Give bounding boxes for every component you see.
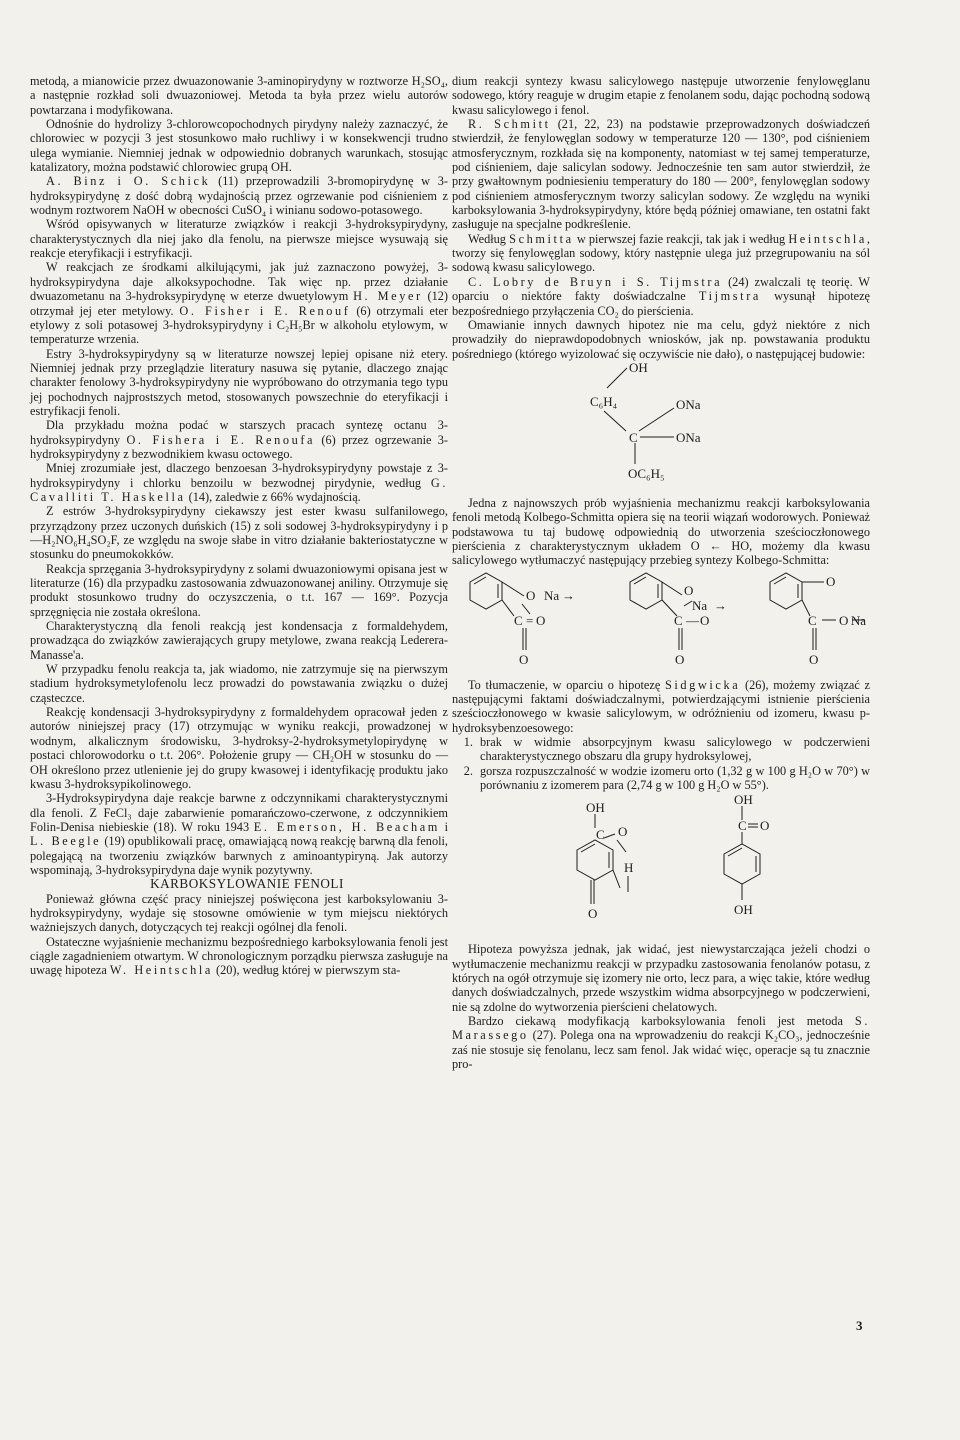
author-names: Sidgwicka <box>664 677 741 692</box>
formula-label: O <box>618 824 628 840</box>
author-names: A. Binz i O. Schick <box>46 174 211 189</box>
paragraph: Reakcja sprzęgania 3-hydroksypirydyny z solami dwuazoniowymi opisana jest w literaturze (16) dla przypadku zastosowania zdwuazonowanej aniliny. Otrzymuje się produkt stosunkowo trudny do oczyszczenia, o t.t. 167 — 169°. Pozycja sprzęgnięcia nie została określona. <box>30 561 448 619</box>
paragraph: dium reakcji syntezy kwasu salicylowego następuje utworzenie fenylowęglanu sodowego, który reaguje w drugim etapie z fenolanem sodu, dając pochodną sodową kwasu salicylowego i fenol. <box>452 74 870 117</box>
author-names: R. Schmitt <box>468 117 551 132</box>
formula-label: OH <box>629 360 648 375</box>
section-heading: KARBOKSYLOWANIE FENOLI <box>150 876 344 892</box>
paragraph: Estry 3-hydroksypirydyny są w literaturze nowszej lepiej opisane niż etery. Niemniej jednak przy przeglądzie literatury nasuwa się pytanie, dlaczego znając charakter fenolowy 3-hydroksypirydyny nie wypróbowano do otrzymania tego typu jej pochodnych najprostszych metod, stosowanych powszechnie do eteryfikacji i estryfikacji fenoli. <box>30 346 448 418</box>
paragraph: Dla przykładu można podać w starszych pracach syntezę octanu 3-hydroksypirydyny O. Fishera i E. Renoufa (6) przez ogrzewanie 3-hydroksypirydyny z bezwodnikiem kwasu octowego. <box>30 418 448 461</box>
formula-label: — <box>686 612 699 628</box>
author-names: H. Meyer <box>353 289 423 304</box>
paragraph: Hipoteza powyższa jednak, jak widać, jest niewystarczająca jeżeli chodzi o wytłumaczenie mechanizmu reakcji w przypadku zastosowania fenolanów potasu, z których na ogół otrzymuje się izomery nie orto, lecz para, a więc takie, które według danych doświadczalnych, przede wszystkim widma absorpcyjnego w podczerwieni, nie są zdolne do wytworzenia pierścieni chelatowych. <box>452 942 870 1014</box>
paragraph: W przypadku fenolu reakcja ta, jak wiadomo, nie zatrzymuje się na pierwszym stadium hydroksymetylofenolu lecz prowadzi do powstawania związku o dużej cząsteczce. <box>30 662 448 705</box>
formula-label: OH <box>734 792 753 808</box>
formula-label: O <box>526 587 536 603</box>
formula-kolbe-schmitt-mechanism <box>452 568 870 678</box>
formula-label: OH <box>586 800 605 816</box>
reaction-arrow: → <box>562 587 575 603</box>
author-names: S. Marassego <box>452 1014 870 1043</box>
formula-label: Na <box>692 597 708 613</box>
paragraph: W reakcjach ze środkami alkilującymi, jak już zaznaczono powyżej, 3-hydroksypirydyna daje alkoksypochodne. Tak więc np. przez działanie dwuazometanu na 3-hydroksypirydynę w eterze dwuetylowym H. Meyer (12) otrzymał jej eter metylowy. O. Fisher i E. Renouf (6) otrzymali eter etylowy z soli potasowej 3-hydroksypirydyny i C₂H₅Br w alkoholu etylowym, w temperaturze wrzenia. <box>30 260 448 347</box>
paragraph: 3-Hydroksypirydyna daje reakcje barwne z odczynnikami charakterystycznymi dla fenoli. Z FeCl₃ daje zabarwienie pomarańczowo-czerwone, z odczynnikiem Folin-Denisa niebieskie (18). W roku 1943 E. Emerson, H. Beacham i L. Beegle (19) opublikowali pracę, omawiającą nową reakcję barwną dla fenoli, polegającą na tworzeniu związków barwnych z aminoantypiryną. Jak autorzy wspominają, 3-hydroksypirydyna daje wynik pozytywny. <box>30 791 448 877</box>
author-names: W. Heintschla <box>109 963 213 978</box>
paragraph: Mniej zrozumiałe jest, dlaczego benzoesan 3-hydroksypirydyny powstaje z 3-hydroksypirydyny i chlorku benzoilu w bezwodnej pirydynie, według G. Cavalliti T. Haskella (14), zaledwie z 66% wydajnością. <box>30 461 448 504</box>
formula-label: C <box>596 827 605 843</box>
formula-label: O <box>588 906 598 922</box>
formula-label: O <box>839 612 849 628</box>
left-column <box>30 74 448 978</box>
list-item: 2. gorsza rozpuszczalność w wodzie izomeru orto (1,32 g w 100 g H₂O w 70°) w porównaniu z izomerem para (2,74 g w 100 g H₂O w 55°). <box>476 764 870 793</box>
author-names: Tijmstra <box>698 289 761 304</box>
paragraph: Ostateczne wyjaśnienie mechanizmu bezpośredniego karboksylowania fenoli jest ciągle zagadnieniem otwartym. W chronologicznym porządku pierwsza zasługuje na uwagę hipoteza W. Heintschla (20), według której w pierwszym sta- <box>30 934 448 978</box>
formula-label: H <box>624 860 634 876</box>
formula-label: Na <box>544 587 560 603</box>
formula-intermediate-product <box>452 361 870 496</box>
paragraph: Reakcję kondensacji 3-hydroksypirydyny z formaldehydem opracował jeden z autorów niniejszej pracy (17) otrzymując w wyniku reakcji, prowadzonej w wodnym, alkalicznym środowisku, 3-hydroksy-2-hydroksymetylopirydynę w postaci chlorowodorku o t.t. 206°. Położenie grupy — CH₂OH w stosunku do — OH określono przez utlenienie jej do grupy kwasowej i identyfikację produktu jako kwasu 3-hydroksypikolinowego. <box>30 705 448 791</box>
formula-label: C₆H₄ <box>590 393 618 409</box>
author-names: O. Fisher i E. Renouf <box>179 303 351 318</box>
formula-label: O <box>684 582 694 598</box>
paragraph: Ponieważ główna część pracy niniejszej poświęcona jest karboksylowaniu 3-hydroksypirydyny, wydaje się stosowne omówienie w tym miejscu niektórych ważniejszych danych, dotyczących tej reakcji ogólnej dla fenoli. <box>30 891 448 935</box>
paragraph: metodą, a mianowicie przez dwuazonowanie 3-aminopirydyny w roztworze H₂SO₄, a następnie rozkład soli dwuazoniowej. Metoda ta była przez wielu autorów powtarzana i modyfikowana. <box>30 74 448 117</box>
formula-label: O <box>700 612 710 628</box>
author-names: E. Emerson, H. Beacham <box>253 819 440 834</box>
formula-label: = <box>526 612 534 628</box>
author-names: G. Cavalliti T. Haskella <box>30 475 448 504</box>
numbered-list <box>452 735 870 792</box>
paragraph: A. Binz i O. Schick (11) przeprowadzili 3-bromopirydynę w 3-hydroksypirydynę z dość dobrą wydajnością przez ogrzewanie pod ciśnieniem z wodnym roztworem NaOH w obecności CuSO₄ i winianu sodowo-potasowego. <box>30 174 448 218</box>
formula-label: ONa <box>676 396 701 412</box>
paragraph: To tłumaczenie, w oparciu o hipotezę Sidgwicka (26), możemy związać z następującymi faktami doświadczalnymi, potwierdzającymi istnienie pierścienia sześcioczłonowego w kwasie salicylowym, w odróżnieniu od izomeru, kwasu p-hydroksybenzoesowego: <box>452 677 870 735</box>
paragraph: Omawianie innych dawnych hipotez nie ma celu, gdyż niektóre z nich prowadziły do nieprawdopodobnych wniosków, jak np. powstawania produktu pośredniego (którego wyizolować się oczywiście nie dało), o następującej budowie: <box>452 317 870 361</box>
paragraph: Charakterystyczną dla fenoli reakcją jest kondensacja z formaldehydem, prowadząca do związków zawierających grupy metylowe, zwana reakcją Lederera-Manasse'a. <box>30 619 448 662</box>
formula-label: C <box>808 612 817 628</box>
reaction-arrow: → <box>714 597 727 613</box>
paragraph: Według Schmitta w pierwszej fazie reakcji, tak jak i według Heintschla, tworzy się fenylowęglan sodowy, który następnie ulega już przegrupowaniu na sól sodową kwasu salicylowego. <box>452 231 870 275</box>
formula-label: O <box>519 651 529 667</box>
formula-label: O <box>826 573 836 589</box>
paragraph: Bardzo ciekawą modyfikacją karboksylowania fenoli jest metoda S. Marassego (27). Polega ona na wprowadzeniu do reakcji K₂CO₃, jednocześnie zaś nie stosuje się fenolanu, lecz sam fenol. Jak widać więc, operacje są tu znacznie pro- <box>452 1014 870 1072</box>
paragraph: Z estrów 3-hydroksypirydyny ciekawszy jest ester kwasu sulfanilowego, przyrządzony przez uczonych duńskich (15) z soli sodowej 3-hydroksypirydyny i p—H₂NO₆H₄SO₂F, ze względu na swoje słabe in vitro działanie bakteriostatyczne w stosunku do pneumokokków. <box>30 504 448 562</box>
author-names: O. Fishera i E. Renoufa <box>126 432 316 447</box>
formula-label: C <box>674 612 683 628</box>
paragraph: Odnośnie do hydrolizy 3-chlorowcopochodnych pirydyny należy zaznaczyć, że chlorowiec w pozycji 3 jest stosunkowo mało ruchliwy i w konsekwencji trudno ulega wymianie. Niemniej jednak w odpowiednio dobranych warunkach, stosując katalizatory, można podstawić chlorowiec grupą OH. <box>30 117 448 175</box>
formula-salicylic-isomers <box>452 792 870 942</box>
author-names: Heintschla <box>788 231 867 246</box>
author-names: Schmitta <box>509 231 574 246</box>
formula-label: C <box>514 612 523 628</box>
right-column <box>452 74 870 1071</box>
formula-label: OH <box>734 902 753 918</box>
paragraph: R. Schmitt (21, 22, 23) na podstawie przeprowadzonych doświadczeń stwierdził, że fenylowęglan sodowy w temperaturze 120 — 130°, pod ciśnieniem atmosferycznym, rozkłada się na komponenty, natomiast w tej samej temperaturze, pod ciśnieniem, daje salicylan sodowy. Jednocześnie ten sam autor stwierdził, że przy gwałtownym podniesieniu temperatury do 180 — 200°, fenylowęglan sodowy pod ciśnieniem atmosferycznym tworzy salicylan sodowy. Ze względu na wyniki karboksylowania 3-hydroksypirydyny, które będą później omawiane, ten ostatni fakt zasługuje na specjalne podkreślenie. <box>452 117 870 232</box>
page-number: 3 <box>856 1318 863 1333</box>
formula-label: O <box>536 612 546 628</box>
formula-label: O <box>809 651 819 667</box>
formula-label: Na <box>850 612 866 628</box>
author-names: C. Lobry de Bruyn i S. Tijmstra <box>468 274 723 289</box>
paragraph: C. Lobry de Bruyn i S. Tijmstra (24) zwalczali tę teorię. W oparciu o niektóre fakty doświadczalne Tijmstra wysunął hipotezę bezpośredniego przyłączenia CO₂ do pierścienia. <box>452 274 870 318</box>
list-item: 1. brak w widmie absorpcyjnym kwasu salicylowego w podczerwieni charakterystycznego obszaru dla grupy hydroksylowej, <box>476 735 870 764</box>
paragraph: Jedna z najnowszych prób wyjaśnienia mechanizmu reakcji karboksylowania fenoli metodą Kolbego-Schmitta opiera się na teorii wiązań wodorowych. Ponieważ podstawowa tu taj budowę odpowiednią do utworzenia sześcioczłonowego pierścienia z charakterystycznym układem O ← HO, możemy dla kwasu salicylowego wytłumaczyć następujący przebieg syntezy Kolbego-Schmitta: <box>452 495 870 568</box>
formula-label: C <box>738 818 747 834</box>
author-names: L. Beegle <box>30 834 102 849</box>
formula-label: ONa <box>676 429 701 445</box>
formula-label: OC₆H₅ <box>628 465 665 481</box>
paragraph: Wśród opisywanych w literaturze związków i reakcji 3-hydroksypirydyny, charakterystycznych dla niej jako dla fenolu, na pierwsze miejsce wysuwają się reakcje eteryfikacji i estryfikacji. <box>30 217 448 261</box>
formula-label: O <box>675 651 685 667</box>
formula-label: O <box>760 818 770 834</box>
formula-label: C <box>629 429 638 445</box>
